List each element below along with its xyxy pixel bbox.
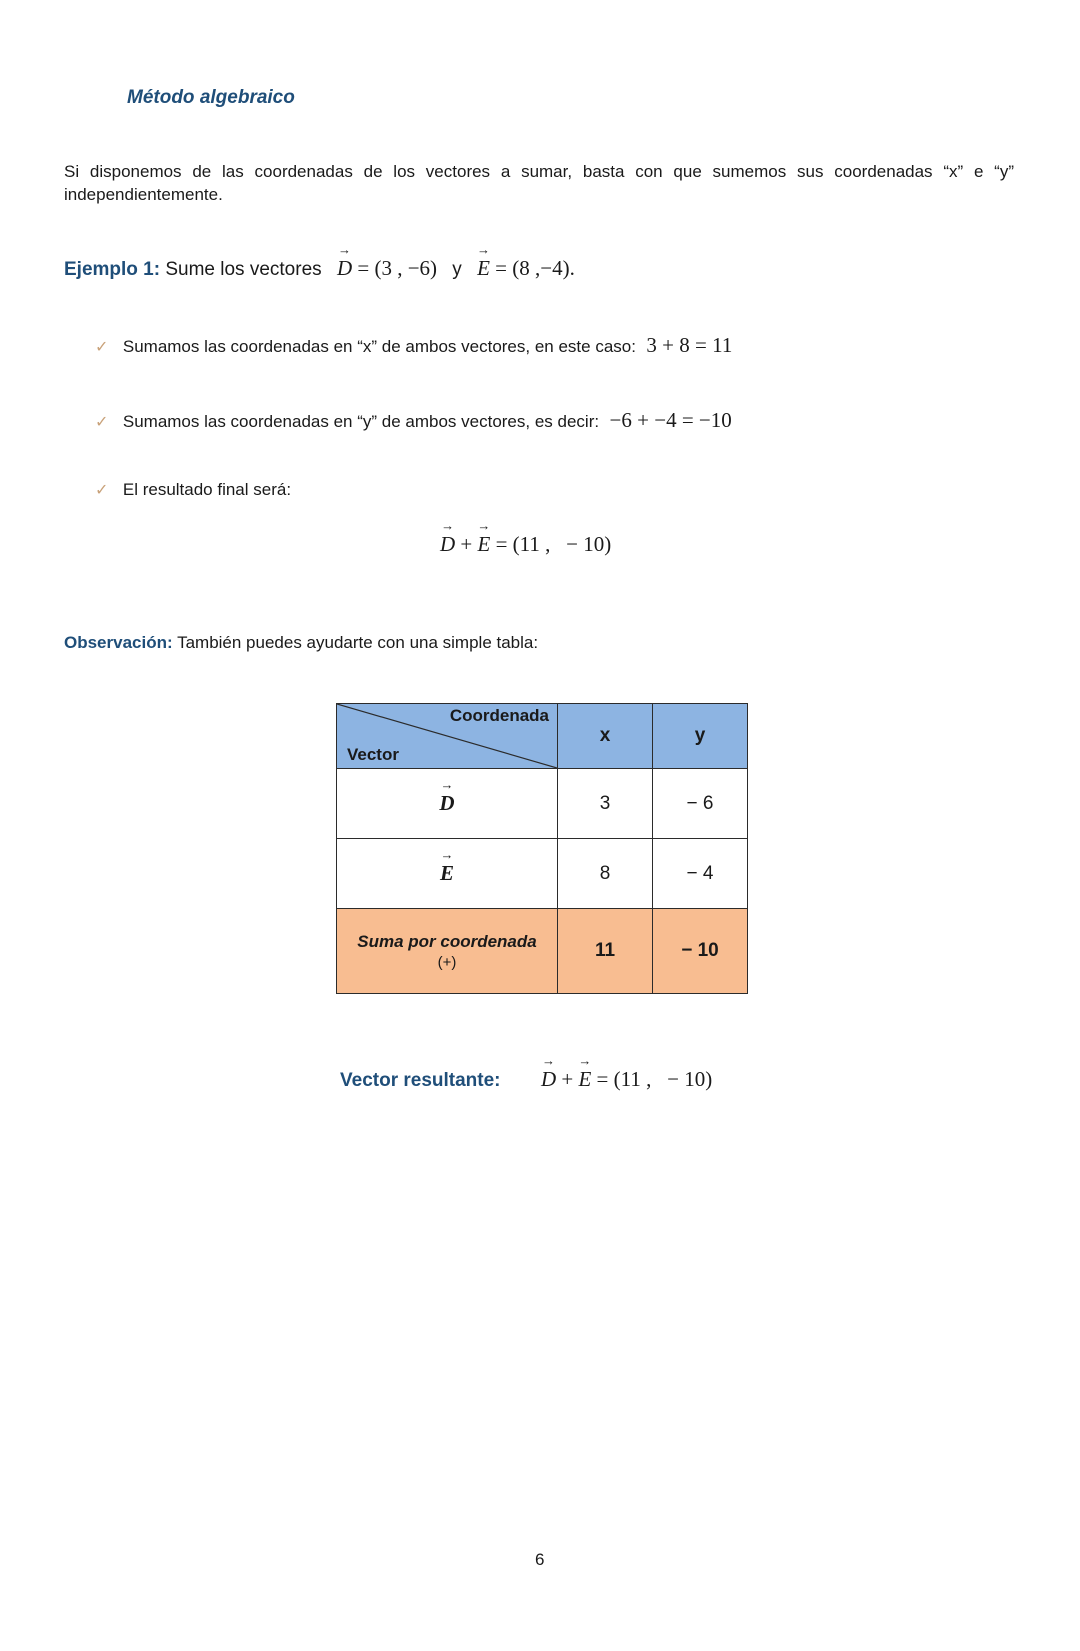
sum-label-cell	[337, 909, 558, 994]
resultant-line	[340, 1053, 713, 1092]
example-connector: y	[452, 259, 462, 280]
step-2	[95, 408, 732, 433]
sum-sublabel: (+)	[437, 953, 457, 971]
vector-e-symbol: → E	[439, 847, 454, 885]
row-x-cell: 8	[558, 839, 653, 909]
table-header-diagonal-cell	[337, 704, 558, 769]
sum-x-cell: 11	[558, 909, 653, 994]
vector-e-symbol: → E	[477, 518, 491, 556]
check-icon: ✓	[95, 339, 109, 356]
section-title: Método algebraico	[127, 87, 295, 108]
intro-paragraph: Si disponemos de las coordenadas de los vectores a sumar, basta con que sumemos sus coordenadas “x” e “y” independientemente.	[64, 162, 1014, 204]
vector-e-symbol: → E	[476, 242, 490, 280]
vector-d-symbol: → D	[336, 242, 353, 280]
step-text: El resultado final será:	[122, 480, 292, 499]
coordinate-table	[336, 703, 748, 994]
result-formula: → D + → E = (11 , − 10)	[440, 518, 612, 556]
step-3	[95, 480, 291, 500]
sum-y-cell: − 10	[653, 909, 748, 994]
observation-line	[64, 633, 538, 653]
example-vec1-value: = (3 , −6)	[357, 256, 438, 280]
check-icon: ✓	[95, 414, 109, 431]
resultant-formula: → D + → E = (11 , − 10)	[540, 1053, 713, 1091]
step-text: Sumamos las coordenadas en “x” de ambos vectores, en este caso:	[122, 337, 636, 356]
vector-d-symbol: → D	[540, 1053, 557, 1091]
vector-d-symbol: → D	[440, 518, 456, 556]
header-vector: Vector	[347, 745, 399, 764]
check-icon: ✓	[95, 482, 109, 499]
row-x-cell: 3	[558, 769, 653, 839]
table-row	[337, 769, 748, 839]
example-label: Ejemplo 1:	[64, 259, 161, 280]
row-y-cell: − 4	[653, 839, 748, 909]
table-sum-row	[337, 909, 748, 994]
sum-label: Suma por coordenada	[357, 931, 537, 951]
example-text: Sume los vectores	[165, 259, 322, 280]
step-text: Sumamos las coordenadas en “y” de ambos vectores, es decir:	[122, 412, 600, 431]
header-coordenada: Coordenada	[449, 706, 549, 725]
example-line	[64, 242, 575, 281]
table-row	[337, 839, 748, 909]
vector-d-symbol: → D	[439, 777, 455, 815]
row-vector-cell	[337, 769, 558, 839]
page-number: 6	[535, 1550, 545, 1569]
header-x: x	[558, 704, 653, 769]
row-y-cell: − 6	[653, 769, 748, 839]
observation-label: Observación:	[64, 633, 173, 652]
step-1	[95, 333, 732, 358]
observation-text: También puedes ayudarte con una simple tabla:	[177, 633, 539, 652]
vector-e-symbol: → E	[578, 1053, 592, 1091]
example-vec2-value: = (8 ,−4).	[495, 256, 575, 280]
step-math: 3 + 8 = 11	[646, 333, 733, 357]
header-y: y	[653, 704, 748, 769]
row-vector-cell	[337, 839, 558, 909]
step-math: −6 + −4 = −10	[609, 408, 732, 432]
resultant-label: Vector resultante:	[340, 1070, 501, 1091]
